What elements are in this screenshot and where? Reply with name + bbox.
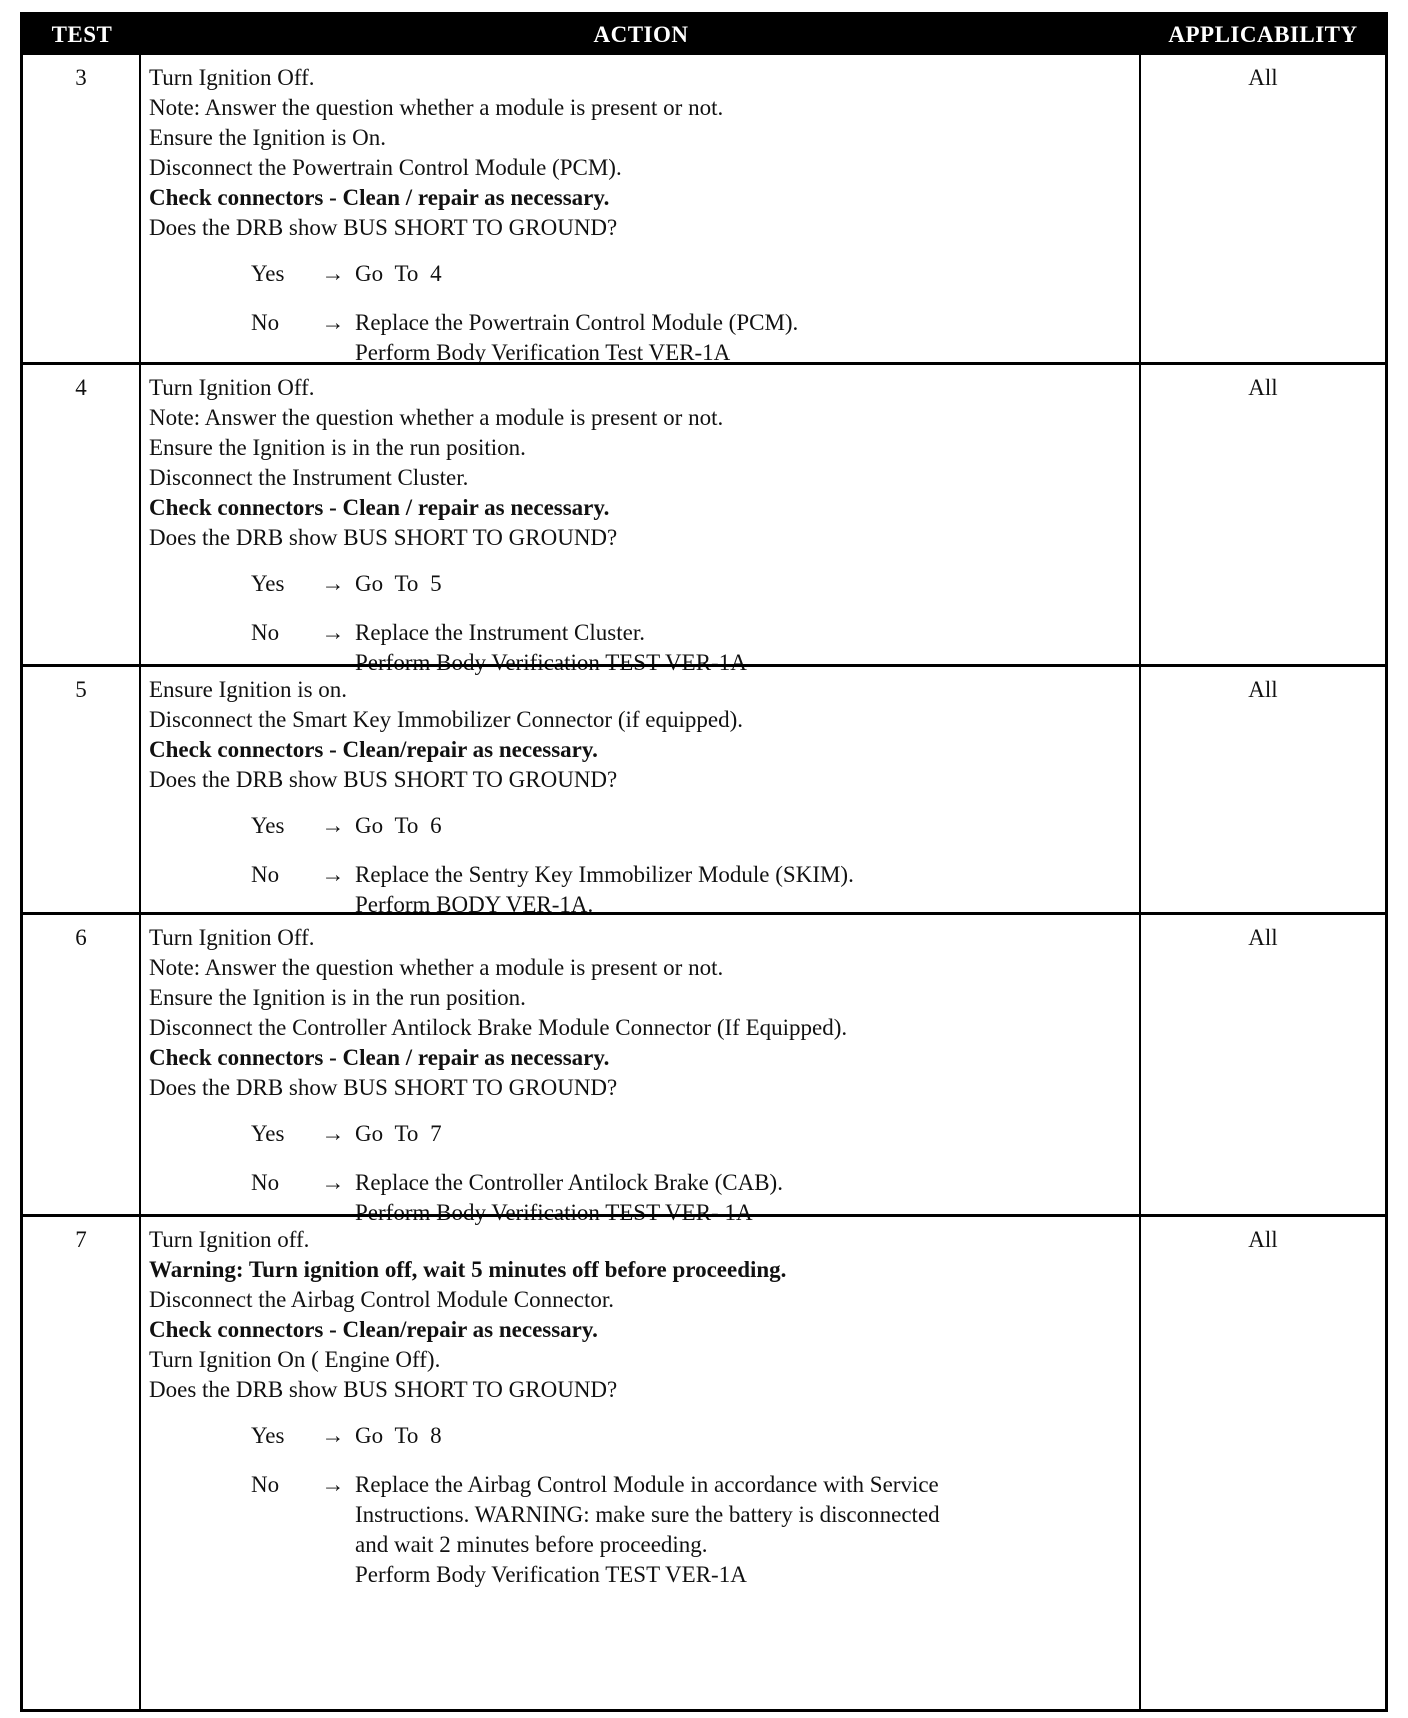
action-cell [141, 55, 1141, 365]
no-label: No [251, 620, 280, 645]
action-line: Ensure the Ignition is On. [149, 125, 386, 150]
applicability: All [1248, 677, 1278, 702]
test-number: 5 [23, 667, 141, 912]
yes-goto: Go To 4 [355, 261, 442, 286]
arrow-right-icon: → [321, 571, 345, 596]
yes-answer [149, 811, 1139, 841]
action-line: Disconnect the Airbag Control Module Connector. [149, 1287, 615, 1312]
action-line: Ensure Ignition is on. [149, 677, 348, 702]
action-question: Does the DRB show BUS SHORT TO GROUND? [149, 525, 618, 550]
arrow-right-icon: → [321, 1121, 345, 1146]
yes-label: Yes [251, 571, 285, 596]
no-line: Replace the Sentry Key Immobilizer Module (SKIM). [355, 862, 854, 887]
action-line-bold: Check connectors - Clean / repair as necessary. [149, 1045, 610, 1070]
yes-answer [149, 1421, 1139, 1451]
no-label: No [251, 1472, 280, 1497]
applicability: All [1248, 1227, 1278, 1252]
no-line: Perform BODY VER-1A. [355, 892, 594, 917]
no-line: Perform Body Verification TEST VER- 1A [355, 1200, 753, 1225]
action-question: Does the DRB show BUS SHORT TO GROUND? [149, 215, 618, 240]
no-line: Replace the Powertrain Control Module (PCM). [355, 310, 799, 335]
action-line: Turn Ignition On ( Engine Off). [149, 1347, 441, 1372]
table-row [23, 362, 1385, 675]
action-cell [141, 915, 1141, 1225]
arrow-right-icon: → [321, 1170, 345, 1195]
action-line: Disconnect the Powertrain Control Module (PCM). [149, 155, 622, 180]
action-line: Disconnect the Controller Antilock Brake Module Connector (If Equipped). [149, 1015, 848, 1040]
applicability: All [1248, 925, 1278, 950]
yes-answer [149, 259, 1139, 289]
no-line: Replace the Instrument Cluster. [355, 620, 645, 645]
yes-answer [149, 569, 1139, 599]
no-text [355, 308, 1139, 368]
table-row [23, 912, 1385, 1225]
no-answer [149, 1470, 1139, 1590]
action-question: Does the DRB show BUS SHORT TO GROUND? [149, 1075, 618, 1100]
no-answer [149, 308, 1139, 368]
arrow-right-icon: → [321, 813, 345, 838]
action-line: Disconnect the Instrument Cluster. [149, 465, 469, 490]
action-line: Note: Answer the question whether a module is present or not. [149, 405, 724, 430]
applicability: All [1248, 65, 1278, 90]
no-line: Instructions. WARNING: make sure the battery is disconnected [355, 1502, 940, 1527]
answers [149, 1119, 1139, 1228]
action-warning: Warning: Turn ignition off, wait 5 minutes off before proceeding. [149, 1257, 787, 1282]
arrow-right-icon: → [321, 1423, 345, 1448]
action-line: Turn Ignition Off. [149, 925, 315, 950]
action-line: Ensure the Ignition is in the run position. [149, 985, 526, 1010]
no-line: Perform Body Verification TEST VER-1A [355, 1562, 747, 1587]
action-line: Disconnect the Smart Key Immobilizer Connector (if equipped). [149, 707, 743, 732]
answers [149, 259, 1139, 368]
answers [149, 811, 1139, 920]
yes-answer [149, 1119, 1139, 1149]
yes-goto: Go To 6 [355, 813, 442, 838]
no-label: No [251, 1170, 280, 1195]
answers [149, 569, 1139, 678]
header-test: TEST [51, 22, 113, 47]
answers [149, 1421, 1139, 1590]
arrow-right-icon: → [321, 862, 345, 887]
arrow-right-icon: → [321, 1472, 345, 1497]
yes-goto: Go To 5 [355, 571, 442, 596]
yes-label: Yes [251, 813, 285, 838]
action-line: Note: Answer the question whether a module is present or not. [149, 95, 724, 120]
yes-label: Yes [251, 261, 285, 286]
no-line: Perform Body Verification TEST VER-1A [355, 650, 747, 675]
yes-goto: Go To 7 [355, 1121, 442, 1146]
yes-goto: Go To 8 [355, 1423, 442, 1448]
test-number: 7 [23, 1217, 141, 1709]
action-cell [141, 365, 1141, 675]
test-number: 3 [23, 55, 141, 362]
test-number: 4 [23, 365, 141, 664]
action-line: Turn Ignition Off. [149, 65, 315, 90]
action-line-bold: Check connectors - Clean / repair as necessary. [149, 185, 610, 210]
action-question: Does the DRB show BUS SHORT TO GROUND? [149, 767, 618, 792]
applicability: All [1248, 375, 1278, 400]
action-line-bold: Check connectors - Clean/repair as necessary. [149, 737, 598, 762]
no-line: Perform Body Verification Test VER-1A [355, 340, 731, 365]
action-line: Turn Ignition Off. [149, 375, 315, 400]
arrow-right-icon: → [321, 310, 345, 335]
table-header [23, 15, 1385, 55]
action-line: Ensure the Ignition is in the run position. [149, 435, 526, 460]
no-answer [149, 860, 1139, 920]
no-label: No [251, 862, 280, 887]
no-line: Replace the Controller Antilock Brake (CAB). [355, 1170, 783, 1195]
table-row [23, 664, 1385, 917]
diagnostic-table [20, 12, 1388, 1712]
no-label: No [251, 310, 280, 335]
table-row [23, 1214, 1385, 1709]
no-text [355, 1470, 1139, 1590]
arrow-right-icon: → [321, 620, 345, 645]
header-action: ACTION [593, 22, 689, 47]
action-line: Note: Answer the question whether a module is present or not. [149, 955, 724, 980]
action-cell [141, 667, 1141, 917]
no-text [355, 860, 1139, 920]
action-line: Turn Ignition off. [149, 1227, 310, 1252]
yes-label: Yes [251, 1423, 285, 1448]
action-line-bold: Check connectors - Clean / repair as necessary. [149, 495, 610, 520]
no-line: and wait 2 minutes before proceeding. [355, 1532, 708, 1557]
no-line: Replace the Airbag Control Module in accordance with Service [355, 1472, 939, 1497]
action-cell [141, 1217, 1141, 1709]
action-line-bold: Check connectors - Clean/repair as necessary. [149, 1317, 598, 1342]
yes-label: Yes [251, 1121, 285, 1146]
test-number: 6 [23, 915, 141, 1214]
header-applicability: APPLICABILITY [1168, 22, 1358, 47]
arrow-right-icon: → [321, 261, 345, 286]
action-question: Does the DRB show BUS SHORT TO GROUND? [149, 1377, 618, 1402]
table-row [23, 55, 1385, 365]
